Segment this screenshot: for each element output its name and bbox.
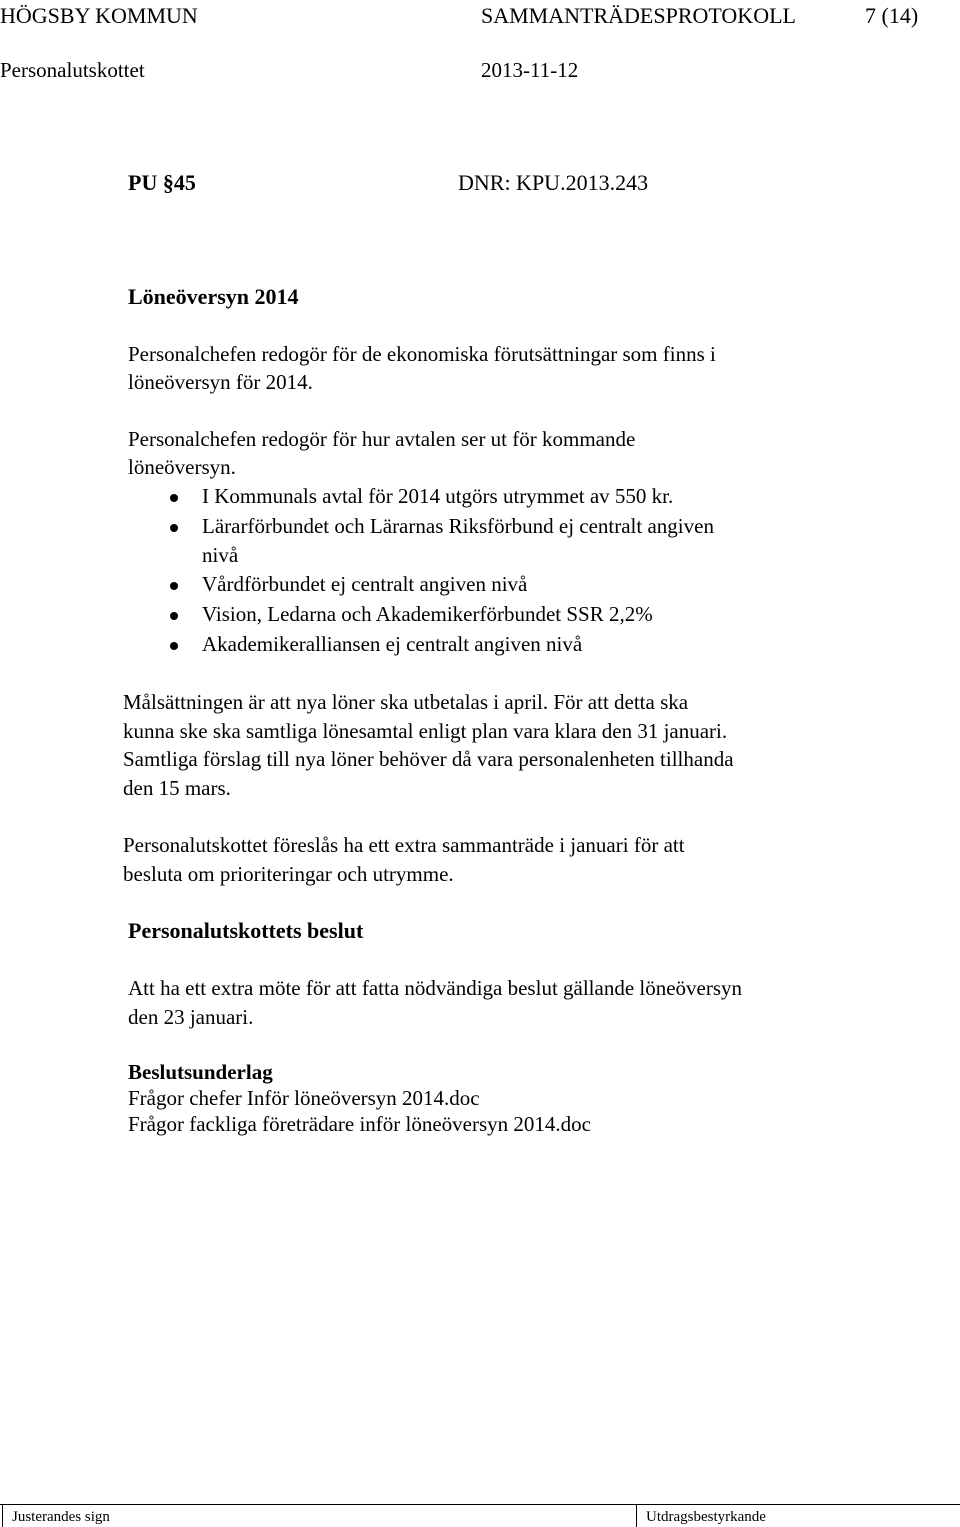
bullet-icon	[170, 582, 178, 590]
footer-separator	[636, 1505, 637, 1527]
meeting-date: 2013-11-12	[481, 58, 579, 82]
list-item: I Kommunals avtal för 2014 utgörs utrymmet av 550 kr.	[202, 484, 674, 508]
footer-signature-label: Justerandes sign	[12, 1509, 110, 1525]
paragraph-line: löneöversyn för 2014.	[128, 370, 313, 394]
page-title: Löneöversyn 2014	[128, 284, 299, 309]
paragraph-line: kunna ske ska samtliga lönesamtal enligt plan vara klara den 31 januari.	[123, 719, 728, 743]
bullet-icon	[170, 494, 178, 502]
paragraph-line: Personalutskottet föreslås ha ett extra sammanträde i januari för att	[123, 833, 685, 857]
bullet-icon	[170, 642, 178, 650]
basis-heading: Beslutsunderlag	[128, 1060, 273, 1084]
paragraph-line: Målsättningen är att nya löner ska utbetalas i april. För att detta ska	[123, 690, 689, 714]
attachment-item: Frågor chefer Inför löneöversyn 2014.doc	[128, 1086, 480, 1110]
dnr-number: DNR: KPU.2013.243	[458, 170, 649, 195]
committee-name: Personalutskottet	[0, 58, 145, 82]
paragraph-line: Samtliga förslag till nya löner behöver då vara personalenheten tillhanda	[123, 747, 734, 771]
attachment-item: Frågor fackliga företrädare inför löneöversyn 2014.doc	[128, 1112, 591, 1136]
bullet-icon	[170, 612, 178, 620]
paragraph-line: Att ha ett extra möte för att fatta nödvändiga beslut gällande löneöversyn	[128, 976, 743, 1000]
paragraph-line: besluta om prioriteringar och utrymme.	[123, 862, 454, 886]
footer-divider	[0, 1504, 960, 1505]
list-item-continuation: nivå	[202, 543, 239, 567]
footer-certification-label: Utdragsbestyrkande	[646, 1509, 766, 1525]
section-number: PU §45	[128, 170, 196, 195]
footer-separator	[2, 1505, 3, 1527]
org-name: HÖGSBY KOMMUN	[0, 3, 198, 28]
paragraph-line: den 23 januari.	[128, 1005, 254, 1029]
list-item: Akademikeralliansen ej centralt angiven nivå	[202, 632, 583, 656]
paragraph-line: den 15 mars.	[123, 776, 231, 800]
decision-heading: Personalutskottets beslut	[128, 918, 364, 943]
bullet-icon	[170, 524, 178, 532]
page-number: 7 (14)	[865, 3, 919, 28]
list-item: Lärarförbundet och Lärarnas Riksförbund ej centralt angiven	[202, 514, 714, 538]
list-item: Vision, Ledarna och Akademikerförbundet SSR 2,2%	[202, 602, 653, 626]
document-type: SAMMANTRÄDESPROTOKOLL	[481, 3, 796, 28]
list-item: Vårdförbundet ej centralt angiven nivå	[202, 572, 528, 596]
paragraph-line: löneöversyn.	[128, 455, 236, 479]
paragraph-line: Personalchefen redogör för de ekonomiska förutsättningar som finns i	[128, 342, 716, 366]
paragraph-line: Personalchefen redogör för hur avtalen ser ut för kommande	[128, 427, 636, 451]
